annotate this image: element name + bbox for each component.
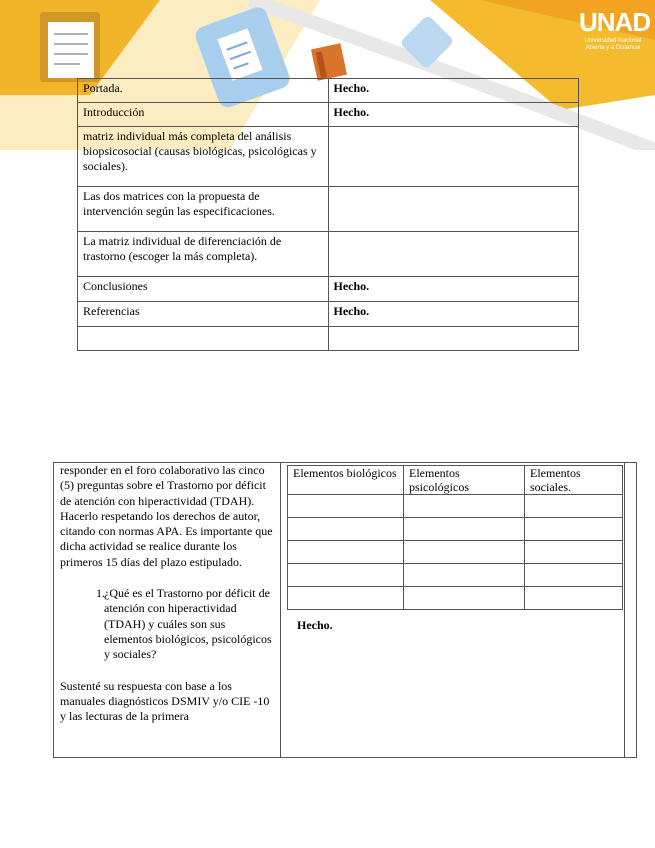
- checklist-item: matriz individual más completa del análisis biopsicosocial (causas biológicas, psicológicas y sociales).: [78, 127, 329, 187]
- checklist-status: [328, 327, 579, 351]
- table-row: [288, 587, 623, 610]
- activity-answer-cell: [281, 463, 637, 758]
- checklist-item: Portada.: [78, 79, 329, 103]
- table-cell: [288, 587, 404, 610]
- table-cell: [404, 541, 525, 564]
- column-divider: [624, 463, 654, 757]
- table-row: [78, 302, 579, 327]
- checklist-item: [78, 327, 329, 351]
- table-row: [288, 564, 623, 587]
- table-cell: [525, 541, 623, 564]
- checklist-item: Referencias: [78, 302, 329, 327]
- table-row: [288, 518, 623, 541]
- checklist-status: [328, 127, 579, 187]
- checklist-table: [77, 78, 579, 351]
- table-cell: [288, 518, 404, 541]
- checklist-status: [328, 187, 579, 232]
- table-cell: [288, 495, 404, 518]
- checklist-item: Introducción: [78, 103, 329, 127]
- table-cell: [404, 518, 525, 541]
- table-row: [78, 127, 579, 187]
- checklist-status: [328, 232, 579, 277]
- table-row: [288, 541, 623, 564]
- unad-logo: [579, 6, 651, 52]
- activity-question: [96, 586, 274, 662]
- table-cell: [288, 541, 404, 564]
- book-icon: [311, 43, 347, 81]
- activity-support: Sustenté su respuesta con base a los manuales diagnósticos DSMIV y/o CIE -10 y las lecturas de la primera: [60, 678, 270, 724]
- checklist-status: Hecho.: [328, 103, 579, 127]
- table-row: [78, 327, 579, 351]
- table-row: [78, 187, 579, 232]
- logo-mark: UNAD: [579, 7, 651, 37]
- checklist-status: Hecho.: [328, 79, 579, 103]
- table-row: [78, 79, 579, 103]
- table-cell: [525, 518, 623, 541]
- table-row: [78, 232, 579, 277]
- activity-instructions: responder en el foro colaborativo las cinco (5) preguntas sobre el Trastorno por déficit de atención con hiperactividad (TDAH). Hacerlo respetando los derechos de autor, citando con normas APA. Es importante que dicha actividad se realice durante los primeros 15 días del plazo estipulado.: [60, 463, 273, 569]
- logo-subtitle: Universidad Nacional Abierta y a Distancia: [584, 38, 642, 51]
- header-social: Elementos sociales.: [525, 466, 623, 495]
- elements-table: [287, 465, 623, 610]
- table-row: [288, 466, 623, 495]
- header-biological: Elementos biológicos: [288, 466, 404, 495]
- table-cell: [525, 564, 623, 587]
- checklist-item: La matriz individual de diferenciación de trastorno (escoger la más completa).: [78, 232, 329, 277]
- table-cell: [404, 564, 525, 587]
- activity-status: Hecho.: [297, 618, 333, 632]
- question-text: ¿Qué es el Trastorno por déficit de atención con hiperactividad (TDAH) y cuáles son sus elementos biológicos, psicológicos y sociales?: [104, 586, 272, 662]
- question-number: 1.: [96, 586, 105, 601]
- table-row: [78, 277, 579, 302]
- document-icon: [40, 12, 100, 82]
- table-cell: [404, 587, 525, 610]
- table-cell: [525, 495, 623, 518]
- table-cell: [288, 564, 404, 587]
- checklist-status: Hecho.: [328, 302, 579, 327]
- table-row: [288, 495, 623, 518]
- table-cell: [525, 587, 623, 610]
- checklist-status: Hecho.: [328, 277, 579, 302]
- checklist-item: Conclusiones: [78, 277, 329, 302]
- checklist-item: Las dos matrices con la propuesta de intervención según las especificaciones.: [78, 187, 329, 232]
- table-cell: [404, 495, 525, 518]
- activity-table: [53, 462, 637, 758]
- table-row: [78, 103, 579, 127]
- header-psychological: Elementos psicológicos: [404, 466, 525, 495]
- activity-instructions-cell: [54, 463, 281, 758]
